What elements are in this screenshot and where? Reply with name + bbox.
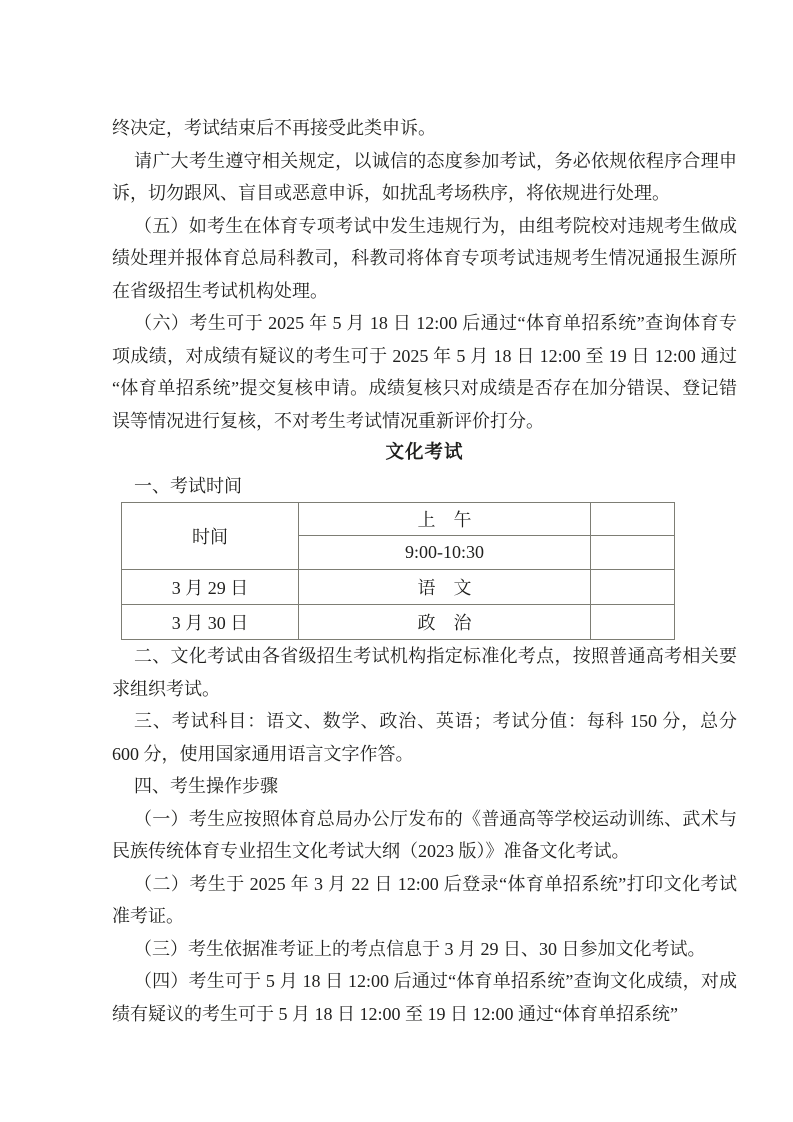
paragraph-step-4-query-score: （四）考生可于 5 月 18 日 12:00 后通过“体育单招系统”查询文化成绩，对成绩有疑议的考生可于 5 月 18 日 12:00 至 19 日 12:00 通过“体育单招系统” [112, 971, 737, 1024]
exam-schedule-table [121, 502, 675, 640]
heading-culture-exam: 文化考试 [385, 443, 464, 463]
cell-session-time: 9:00-10:30 [299, 536, 591, 570]
table-row [122, 570, 675, 605]
paragraph-appeal-final: 终决定，考试结束后不再接受此类申诉。 [112, 118, 436, 138]
paragraph-step-3-attend: （三）考生依据准考证上的考点信息于 3 月 29 日、30 日参加文化考试。 [134, 938, 706, 959]
cell-date-2: 3 月 30 日 [122, 605, 299, 640]
cell-subject-2: 政 治 [299, 605, 591, 640]
paragraph-item-2-standardized-sites: 二、文化考试由各省级招生考试机构指定标准化考点，按照普通高考相关要求组织考试。 [112, 646, 737, 699]
paragraph-item-5-violation: （五）如考生在体育专项考试中发生违规行为，由组考院校对违规考生做成绩处理并报体育总局科教司，科教司将体育专项考试违规考生情况通报生源所在省级招生考试机构处理。 [112, 215, 737, 301]
paragraph-item-6-score-review: （六）考生可于 2025 年 5 月 18 日 12:00 后通过“体育单招系统”查询体育专项成绩，对成绩有疑议的考生可于 2025 年 5 月 18 日 12:00 至 19 日 12:00 通过“体育单招系统”提交复核申请。成绩复核只对成绩是否存在加分错误、登记错误等情况进行复核，不对考生考试情况重新评价打分。 [112, 313, 737, 431]
table-row [122, 605, 675, 640]
cell-time-label: 时间 [122, 503, 299, 570]
cell-empty [591, 503, 675, 536]
paragraph-appeal-notice: 请广大考生遵守相关规定，以诚信的态度参加考试，务必依规依程序合理申诉，切勿跟风、盲目或恶意申诉，如扰乱考场秩序，将依规进行处理。 [112, 150, 737, 203]
label-exam-time-section: 一、考试时间 [134, 475, 242, 496]
paragraph-step-1-syllabus: （一）考生应按照体育总局办公厅发布的《普通高等学校运动训练、武术与民族传统体育专业招生文化考试大纲（2023 版）》准备文化考试。 [112, 808, 737, 861]
table-row [122, 503, 675, 536]
cell-empty [591, 605, 675, 640]
paragraph-item-4-steps: 四、考生操作步骤 [134, 776, 278, 796]
paragraph-step-2-print-ticket: （二）考生于 2025 年 3 月 22 日 12:00 后登录“体育单招系统”打印文化考试准考证。 [112, 873, 737, 926]
cell-empty [591, 570, 675, 605]
cell-date-1: 3 月 29 日 [122, 570, 299, 605]
cell-session-morning: 上 午 [299, 503, 591, 536]
cell-empty [591, 536, 675, 570]
paragraph-item-3-subjects: 三、考试科目：语文、数学、政治、英语；考试分值：每科 150 分，总分 600 分，使用国家通用语言文字作答。 [112, 711, 737, 764]
cell-subject-1: 语 文 [299, 570, 591, 605]
